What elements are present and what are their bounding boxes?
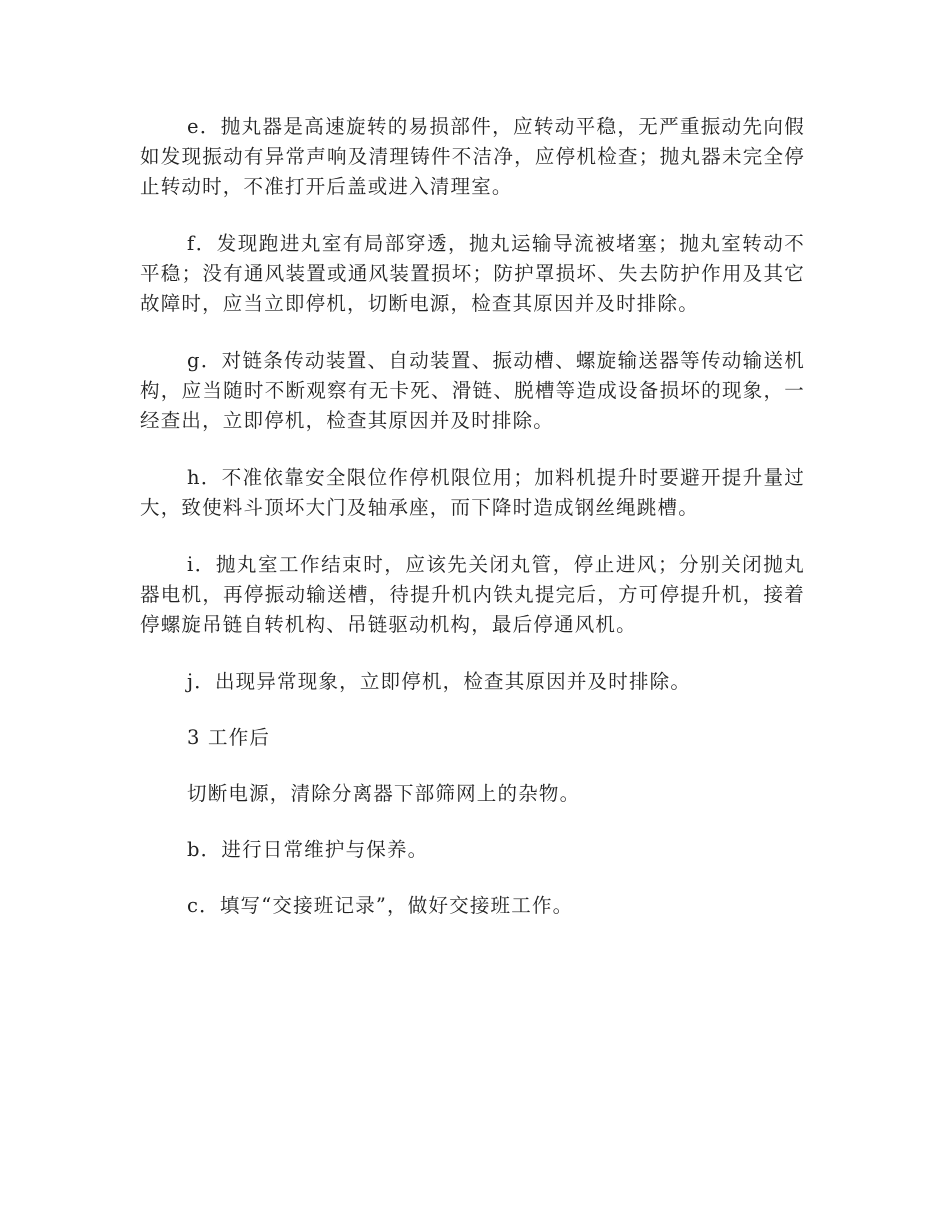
paragraph-j: j．出现异常现象，立即停机，检查其原因并及时排除。 xyxy=(187,670,692,693)
paragraph-c: c．填写“交接班记录”，做好交接班工作。 xyxy=(187,894,574,917)
paragraph-f: f．发现跑进丸室有局部穿透，抛丸运输导流被堵塞；抛丸室转动不平稳；没有通风装置或通风装置损坏；防护罩损坏、失去防护作用及其它故障时，应当立即停机，切断电源，检查其原因并及时排除。 xyxy=(140,232,805,315)
paragraph-b: b．进行日常维护与保养。 xyxy=(187,838,429,861)
paragraph-e: e．抛丸器是高速旋转的易损部件，应转动平稳，无严重振动先向假如发现振动有异常声响及清理铸件不洁净，应停机检查；抛丸器未完全停止转动时，不准打开后盖或进入清理室。 xyxy=(140,115,805,198)
paragraph-h: h．不准依靠安全限位作停机限位用；加料机提升时要避开提升量过大，致使料斗顶坏大门及轴承座，而下降时造成钢丝绳跳槽。 xyxy=(140,466,805,519)
paragraph-cut-power: 切断电源，清除分离器下部筛网上的杂物。 xyxy=(187,782,581,805)
paragraph-g: g．对链条传动装置、自动装置、振动槽、螺旋输送器等传动输送机构，应当随时不断观察有无卡死、滑链、脱槽等造成设备损坏的现象，一经查出，立即停机，检查其原因并及时排除。 xyxy=(140,349,805,432)
section-heading-after-work: 3 工作后 xyxy=(187,726,271,749)
document-body xyxy=(140,112,805,947)
paragraph-i: i．抛丸室工作结束时，应该先关闭丸管，停止进风；分别关闭抛丸器电机，再停振动输送槽，待提升机内铁丸提完后，方可停提升机，接着停螺旋吊链自转机构、吊链驱动机构，最后停通风机。 xyxy=(140,553,805,636)
